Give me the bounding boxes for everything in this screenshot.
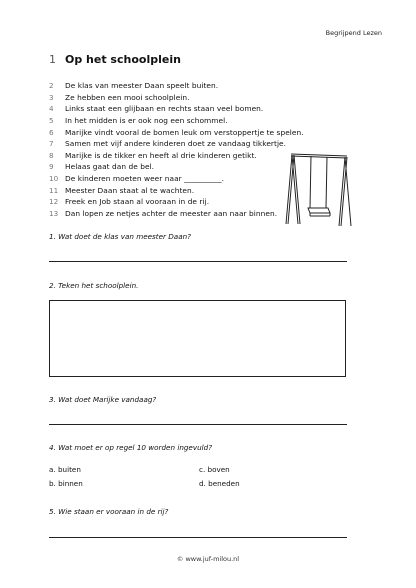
line-text: Meester Daan staat al te wachten. (65, 185, 195, 195)
line-text: Ze hebben een mooi schoolplein. (65, 92, 190, 102)
line-text: De kinderen moeten weer naar __________. (65, 174, 225, 184)
line-number: 8 (49, 150, 54, 160)
reading-text (49, 80, 304, 219)
text-line (49, 103, 304, 115)
line-text: Links staat een glijbaan en rechts staan veel bomen. (65, 104, 264, 114)
text-line (49, 150, 304, 162)
option-d[interactable]: d. beneden (199, 479, 240, 488)
line-number: 5 (49, 116, 54, 126)
drawing-box[interactable] (49, 300, 346, 377)
line-number: 4 (49, 104, 54, 114)
option-b[interactable]: b. binnen (49, 479, 83, 488)
text-line (49, 92, 304, 104)
answer-line-1[interactable] (49, 261, 347, 262)
text-line (49, 138, 304, 150)
line-number: 11 (49, 185, 59, 195)
text-line (49, 173, 304, 185)
answer-line-5[interactable] (49, 537, 347, 538)
line-number: 2 (49, 81, 54, 91)
line-number: 6 (49, 127, 54, 137)
line-text: Dan lopen ze netjes achter de meester aan naar binnen. (65, 208, 278, 218)
title-text: Op het schoolplein (65, 53, 181, 66)
line-number: 7 (49, 139, 54, 149)
line-text: Freek en Job staan al vooraan in de rij. (65, 197, 210, 207)
line-text: Samen met vijf andere kinderen doet ze vandaag tikkertje. (65, 139, 287, 149)
question-1: 1. Wat doet de klas van meester Daan? (49, 232, 191, 241)
line-text: Helaas gaat dan de bel. (65, 162, 155, 172)
line-number: 3 (49, 92, 54, 102)
line-number: 10 (49, 174, 59, 184)
question-4: 4. Wat moet er op regel 10 worden ingevuld? (49, 443, 213, 452)
footer-copyright: © www.juf-milou.nl (176, 555, 240, 563)
line-text: In het midden is er ook nog een schommel. (65, 116, 228, 126)
title-line-number: 1 (49, 53, 56, 66)
line-number: 12 (49, 197, 59, 207)
text-line (49, 126, 304, 138)
question-2: 2. Teken het schoolplein. (49, 281, 139, 290)
line-number: 13 (49, 208, 59, 218)
question-3: 3. Wat doet Marijke vandaag? (49, 395, 157, 404)
header-subject: Begrijpend Lezen (325, 29, 382, 37)
option-a[interactable]: a. buiten (49, 465, 81, 474)
swing-icon (285, 150, 353, 228)
text-line (49, 161, 304, 173)
line-number: 9 (49, 162, 54, 172)
question-5: 5. Wie staan er vooraan in de rij? (49, 507, 169, 516)
text-line (49, 115, 304, 127)
text-line (49, 196, 304, 208)
text-line (49, 184, 304, 196)
text-line (49, 80, 304, 92)
page-title (49, 53, 181, 66)
text-line (49, 208, 304, 220)
line-text: Marijke is de tikker en heeft al drie kinderen getikt. (65, 150, 257, 160)
option-c[interactable]: c. boven (199, 465, 230, 474)
line-text: De klas van meester Daan speelt buiten. (65, 81, 219, 91)
line-text: Marijke vindt vooral de bomen leuk om verstoppertje te spelen. (65, 127, 304, 137)
answer-line-3[interactable] (49, 424, 347, 425)
